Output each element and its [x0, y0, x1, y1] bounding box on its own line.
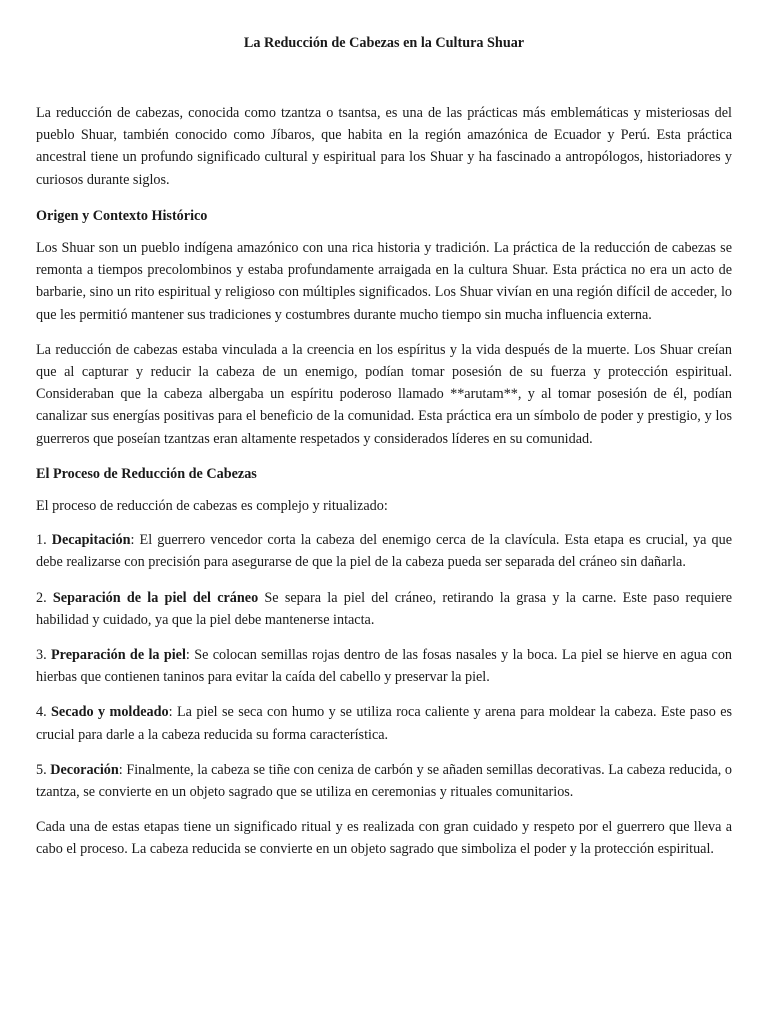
step-separator: : — [168, 704, 173, 721]
section-heading-origin: Origen y Contexto Histórico — [36, 207, 208, 224]
process-intro-paragraph: El proceso de reducción de cabezas es complejo y ritualizado: — [36, 498, 388, 515]
document-title: La Reducción de Cabezas en la Cultura Shuar — [243, 35, 525, 51]
step-number: 1. — [36, 532, 47, 549]
step-number: 4. — [36, 704, 47, 721]
step-text: Se colocan semillas rojas dentro de las fosas nasales y la boca. La piel se hierve en agua con hierbas que contienen taninos para evitar la caída del cabello y preservar la piel. — [36, 647, 733, 686]
origin-paragraph-2: La reducción de cabezas estaba vinculada a la creencia en los espíritus y la vida después de la muerte. Los Shuar creían que al capturar y reducir la cabeza de un enemigo, podían tomar posesión de su fuerza y protección espiritual. Consideraban que la cabeza albergaba un espíritu poderoso llamado **arutam**, y al tomar posesión de él, podían canalizar sus energías positivas para el beneficio de la comunidad. Esta práctica era un símbolo de poder y prestigio, y los guerreros que poseían tzantzas eran altamente respetados y considerados líderes en su comunidad. — [36, 341, 732, 447]
step-term: Preparación de la piel — [50, 647, 186, 664]
step-text: El guerrero vencedor corta la cabeza del enemigo cerca de la clavícula. Esta etapa es crucial, ya que debe realizarse con precisión para asegurarse de que la piel de la cabeza pueda ser separada del cráneo sin dañarla. — [36, 532, 733, 571]
step-term: Separación de la piel del cráneo — [52, 589, 259, 606]
step-term: Decapitación — [51, 532, 131, 549]
process-step-4 — [36, 701, 732, 745]
step-separator: : — [118, 761, 123, 778]
step-separator: : — [185, 647, 190, 664]
step-text: La piel se seca con humo y se utiliza roca caliente y arena para moldear la cabeza. Este paso es crucial para darle a la cabeza reducida su forma característica. — [36, 704, 733, 743]
process-step-3 — [36, 644, 732, 688]
step-number: 3. — [36, 647, 47, 664]
step-separator: : — [130, 532, 135, 549]
process-step-2 — [36, 587, 732, 631]
document-body — [36, 102, 732, 861]
step-number: 5. — [36, 761, 47, 778]
section-heading-process: El Proceso de Reducción de Cabezas — [36, 465, 257, 482]
intro-paragraph: La reducción de cabezas, conocida como tzantza o tsantsa, es una de las prácticas más emblemáticas y misteriosas del pueblo Shuar, también conocido como Jíbaros, que habita en la región amazónica de Ecuador y Perú. Esta práctica ancestral tiene un profundo significado cultural y espiritual para los Shuar y ha fascinado a antropólogos, historiadores y curiosos durante siglos. — [36, 105, 732, 188]
step-text: Finalmente, la cabeza se tiñe con ceniza de carbón y se añaden semillas decorativas. La cabeza reducida, o tzantza, se convierte en un objeto sagrado que se utiliza en ceremonias y rituales comunitarios. — [36, 761, 733, 801]
step-number: 2. — [36, 589, 47, 606]
origin-paragraph-1: Los Shuar son un pueblo indígena amazónico con una rica historia y tradición. La práctica de la reducción de cabezas se remonta a tiempos precolombinos y estaba profundamente arraigada en la cultura Shuar. Esta práctica no era un acto de barbarie, sino un rito espiritual y religioso con múltiples significados. Los Shuar vivían en una región difícil de acceder, lo que les permitió mantener sus tradiciones y costumbres durante mucho tiempo sin mucha influencia externa. — [36, 240, 732, 323]
process-step-1 — [36, 529, 732, 573]
process-step-5 — [36, 759, 732, 803]
closing-paragraph: Cada una de estas etapas tiene un significado ritual y es realizada con gran cuidado y respeto por el guerrero que lleva a cabo el proceso. La cabeza reducida se convierte en un objeto sagrado que simboliza el poder y la protección espiritual. — [36, 819, 732, 858]
step-term: Secado y moldeado — [51, 704, 169, 721]
step-term: Decoración — [50, 761, 119, 778]
step-text: Se separa la piel del cráneo, retirando la grasa y la carne. Este paso requiere habilidad y cuidado, ya que la piel debe mantenerse intacta. — [36, 589, 733, 628]
